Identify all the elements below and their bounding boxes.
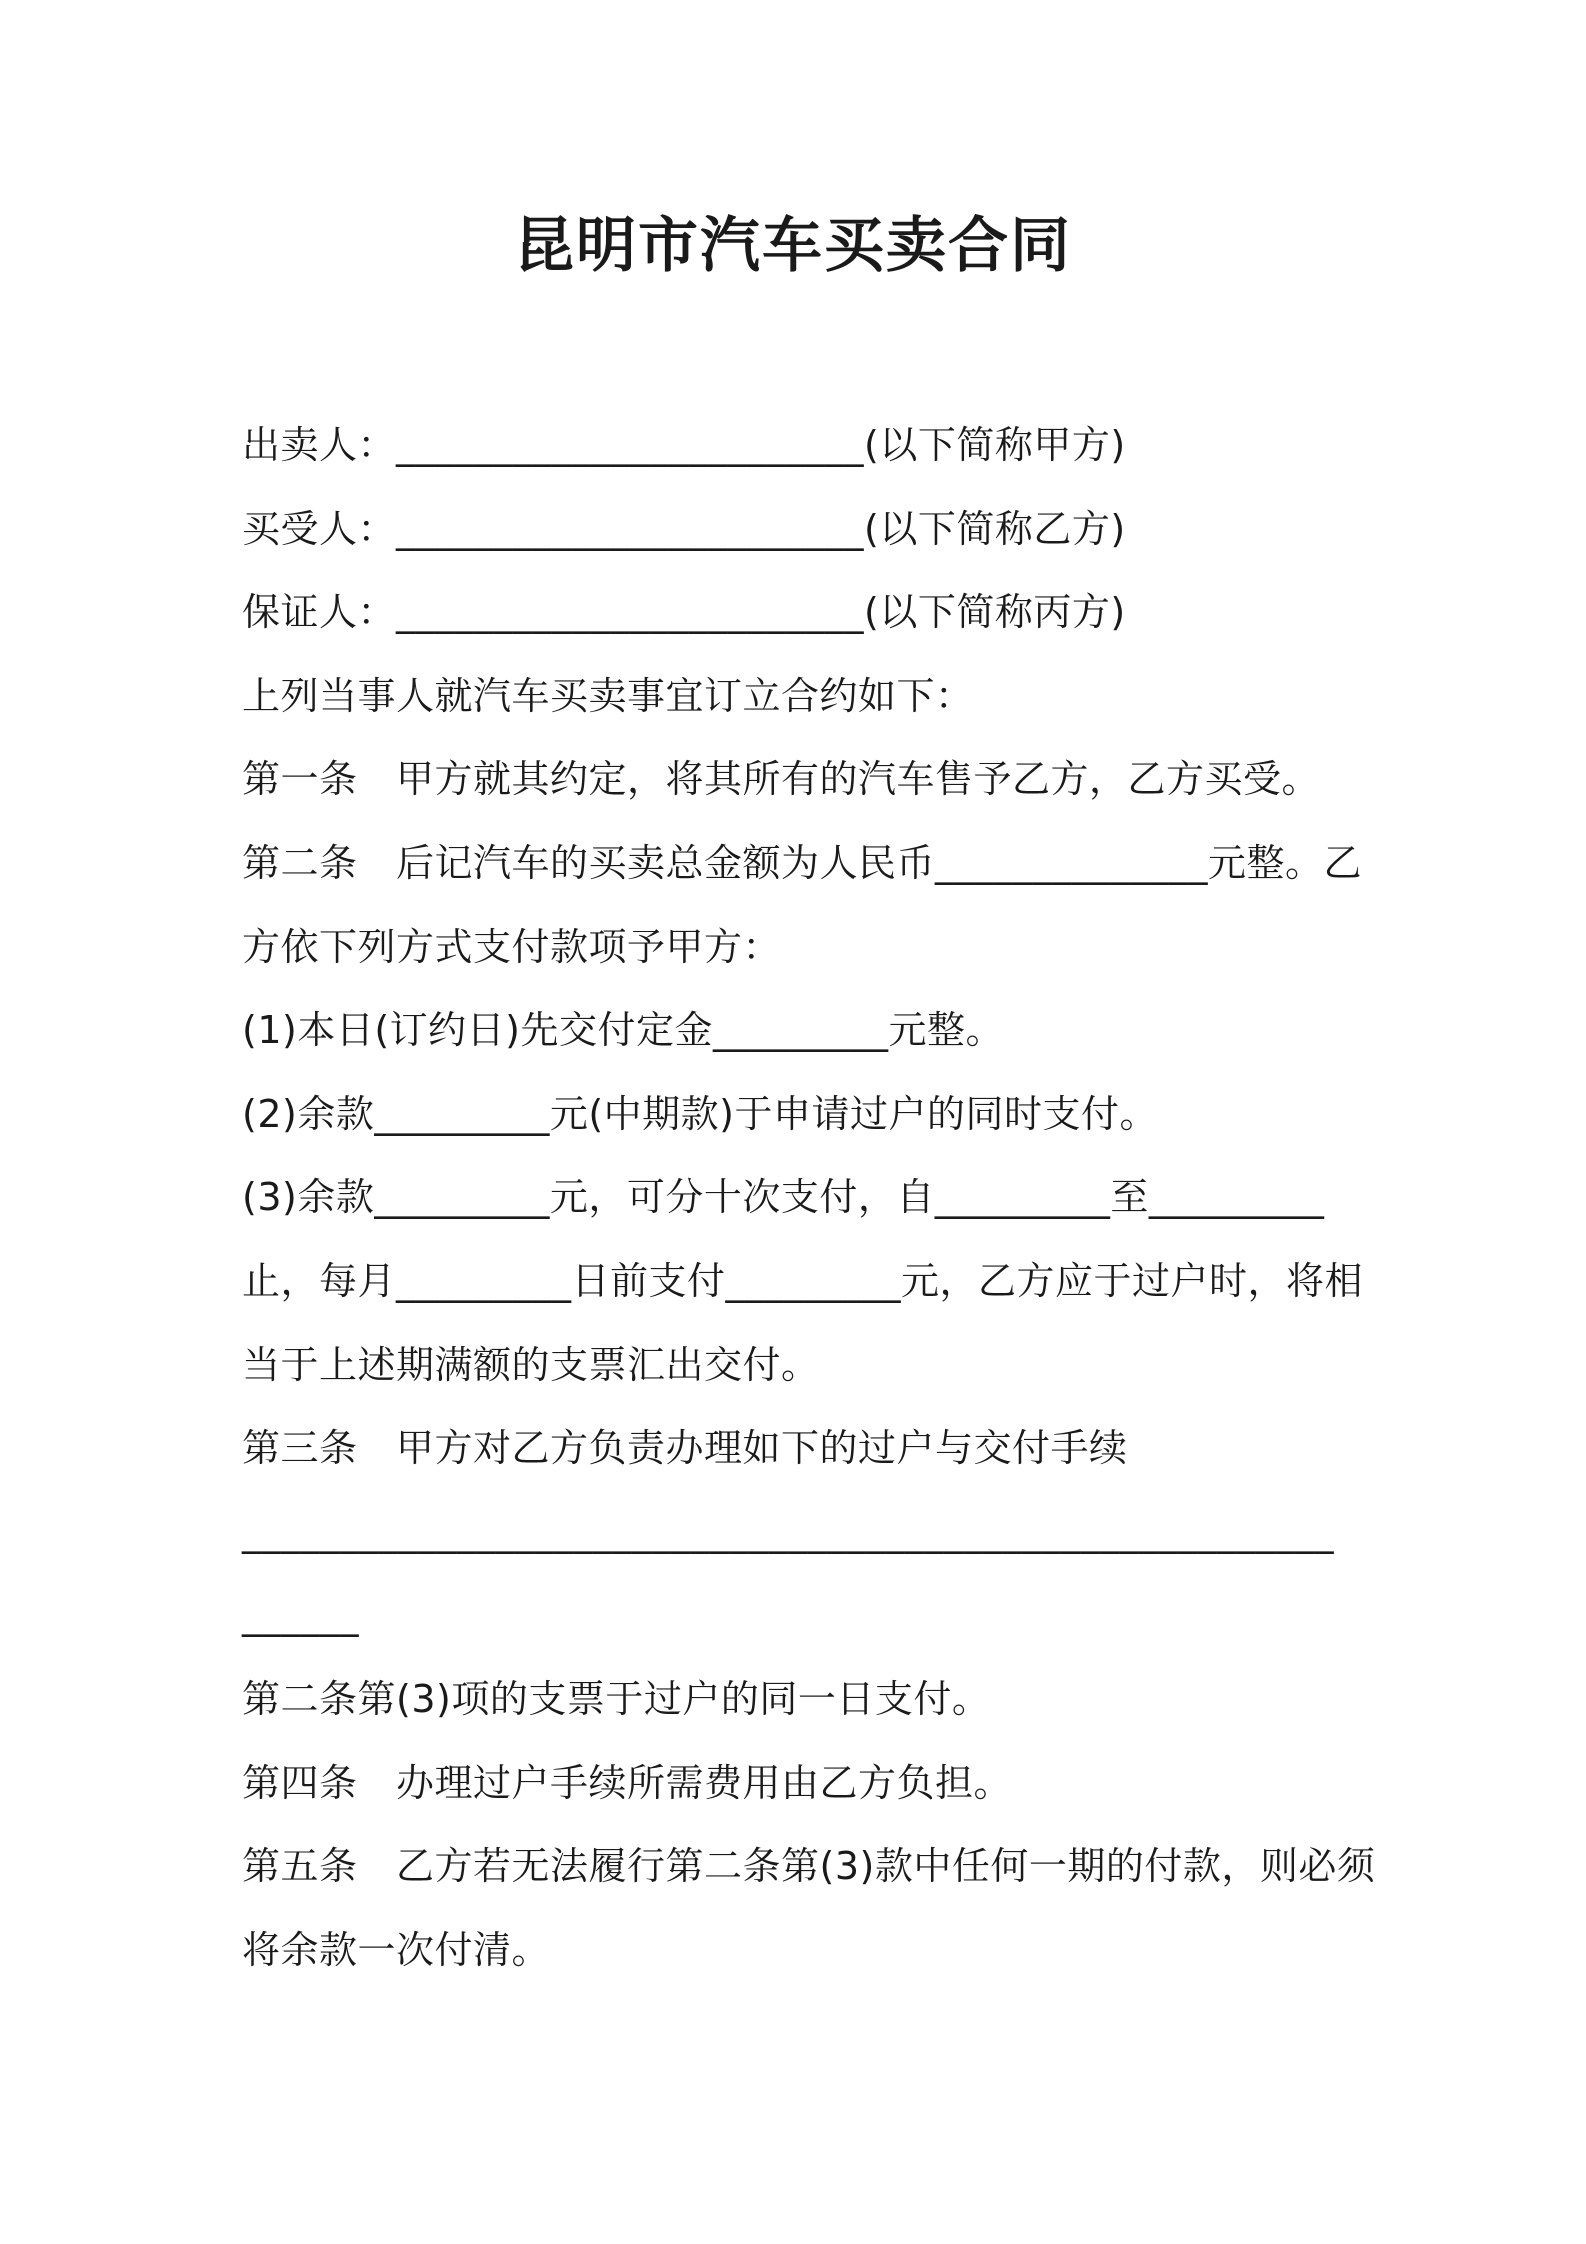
article-3-line: 第三条 甲方对乙方负责办理如下的过户与交付手续	[242, 1426, 1128, 1471]
payment-item-3-line-1: (3)余款_________元，可分十次支付，自_________至_________	[242, 1175, 1325, 1220]
article-1-line: 第一条 甲方就其约定，将其所有的汽车售予乙方，乙方买受。	[242, 757, 1321, 802]
preamble-line: 上列当事人就汽车买卖事宜订立合约如下：	[242, 673, 974, 718]
document-title: 昆明市汽车买卖合同	[514, 211, 1072, 281]
guarantor-line: 保证人：________________________(以下简称丙方)	[242, 590, 1126, 635]
article-5-line-2: 将余款一次付清。	[242, 1927, 551, 1972]
payment-item-3-line-2: 止，每月_________日前支付_________元，乙方应于过户时，将相	[242, 1258, 1364, 1303]
article-5-line-1: 第五条 乙方若无法履行第二条第(3)款中任何一期的付款，则必须	[242, 1844, 1376, 1889]
payment-item-1: (1)本日(订约日)先交付定金_________元整。	[242, 1008, 1004, 1053]
article-3-blank-line-1: ________________________________________________________	[242, 1509, 1334, 1554]
article-2-line-2: 方依下列方式支付款项予甲方：	[242, 924, 782, 969]
payment-item-3-line-3: 当于上述期满额的支票汇出交付。	[242, 1342, 820, 1387]
buyer-line: 买受人：________________________(以下简称乙方)	[242, 506, 1126, 551]
article-3-blank-line-2: ______	[242, 1593, 359, 1638]
document-body	[242, 404, 1376, 1992]
payment-item-2: (2)余款_________元(中期款)于申请过户的同时支付。	[242, 1091, 1158, 1136]
article-3-note-line: 第二条第(3)项的支票于过户的同一日支付。	[242, 1676, 991, 1721]
article-2-line-1: 第二条 后记汽车的买卖总金额为人民币______________元整。乙	[242, 840, 1363, 885]
seller-line: 出卖人：________________________(以下简称甲方)	[242, 423, 1126, 467]
article-4-line: 第四条 办理过户手续所需费用由乙方负担。	[242, 1760, 1013, 1805]
